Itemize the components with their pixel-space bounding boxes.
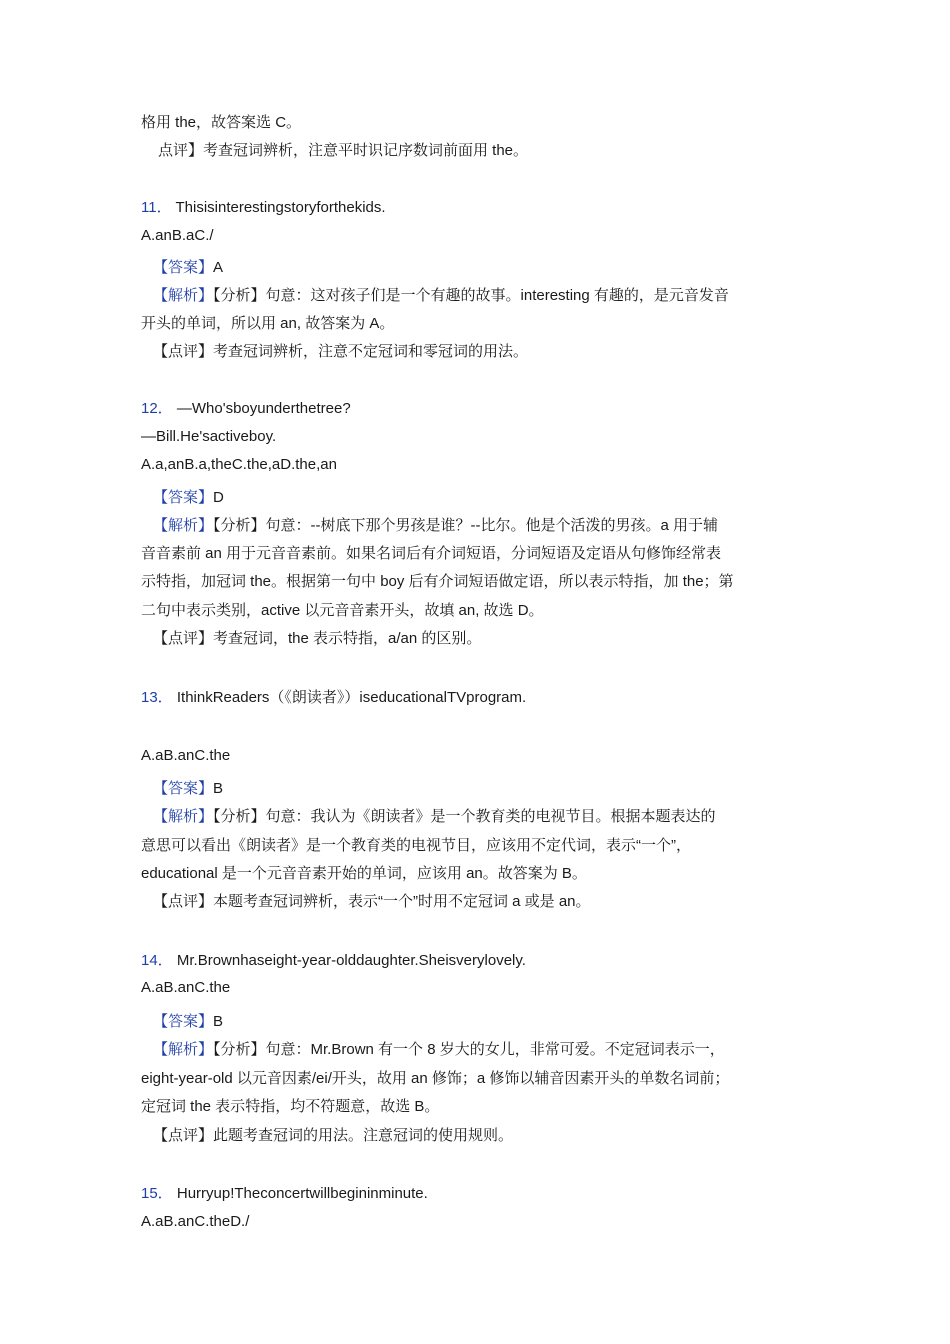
question-12-answer [153, 488, 224, 508]
answer-value: D [213, 489, 224, 506]
question-number: 12． [141, 400, 173, 417]
question-11-answer [153, 258, 223, 278]
analysis-text: 示特指，加冠词 the。根据第一句中 boy 后有介词短语做定语，所以表示特指，加 the；第 [141, 573, 734, 590]
question-stem: —Who'sboyunderthetree? [176, 400, 351, 417]
question-15-options: A.aB.anC.theD./ [141, 1213, 250, 1230]
answer-tag: 【答案】 [153, 1013, 214, 1030]
answer-value: B [213, 780, 224, 797]
question-15 [141, 1184, 428, 1204]
question-stem: Hurryup!Theconcertwillbegininminute. [176, 1185, 428, 1202]
question-number: 15． [141, 1185, 173, 1202]
question-13-review: 【点评】本题考查冠词辨析，表示“一个”时用不定冠词 a 或是 an。 [153, 893, 591, 910]
analysis-text: 二句中表示类别，active 以元音音素开头，故填 an, 故选 D。 [141, 602, 544, 619]
analysis-text: 定冠词 the 表示特指，均不符题意，故选 B。 [141, 1098, 440, 1115]
question-14-analysis [153, 1040, 725, 1060]
question-12-analysis [153, 516, 718, 536]
question-13 [141, 688, 526, 708]
question-11-options: A.anB.aC./ [141, 227, 214, 244]
analysis-text: 【分析】句意：这对孩子们是一个有趣的故事。interesting 有趣的，是元音发音 [213, 287, 729, 304]
answer-tag: 【答案】 [153, 780, 214, 797]
jiexi-tag: 【解析】 [153, 517, 214, 534]
question-stem: Thisisinterestingstoryforthekids. [175, 199, 386, 216]
question-14-answer [153, 1012, 223, 1032]
answer-tag: 【答案】 [153, 489, 214, 506]
question-number: 13． [141, 689, 173, 706]
prev-answer-tail: 格用 the，故答案选 C。 [141, 114, 302, 131]
analysis-text: 【分析】句意：Mr.Brown 有一个 8 岁大的女儿，非常可爱。不定冠词表示一， [213, 1041, 725, 1058]
prev-review: 点评】考查冠词辨析，注意平时识记序数词前面用 the。 [158, 142, 529, 159]
analysis-text: eight-year-old 以元音因素/ei/开头，故用 an 修饰；a 修饰以辅音因素开头的单数名词前； [141, 1070, 730, 1087]
question-number: 11． [141, 199, 172, 216]
answer-value: A [213, 259, 224, 276]
analysis-text: 【分析】句意：--树底下那个男孩是谁？--比尔。他是个活泼的男孩。a 用于辅 [213, 517, 719, 534]
question-12 [141, 399, 351, 419]
answer-value: B [213, 1013, 224, 1030]
analysis-text: 开头的单词，所以用 an, 故答案为 A。 [141, 315, 395, 332]
question-13-answer [153, 779, 223, 799]
question-11-analysis [153, 286, 729, 306]
question-14 [141, 951, 526, 971]
jiexi-tag: 【解析】 [153, 808, 214, 825]
question-14-review: 【点评】此题考查冠词的用法。注意冠词的使用规则。 [153, 1127, 514, 1144]
question-number: 14． [141, 952, 173, 969]
analysis-text: 音音素前 an 用于元音音素前。如果名词后有介词短语，分词短语及定语从句修饰经常表 [141, 545, 722, 562]
analysis-text: 【分析】句意：我认为《朗读者》是一个教育类的电视节目。根据本题表达的 [213, 808, 716, 825]
jiexi-tag: 【解析】 [153, 1041, 214, 1058]
analysis-text: 意思可以看出《朗读者》是一个教育类的电视节目，应该用不定代词，表示“一个”， [141, 837, 691, 854]
question-stem: Mr.Brownhaseight-year-olddaughter.Sheisverylovely. [176, 952, 526, 969]
question-12-stem-2: —Bill.He'sactiveboy. [141, 428, 277, 445]
question-11 [141, 198, 386, 218]
analysis-text: educational 是一个元音音素开始的单词，应该用 an。故答案为 B。 [141, 865, 587, 882]
jiexi-tag: 【解析】 [153, 287, 214, 304]
question-11-review: 【点评】考查冠词辨析，注意不定冠词和零冠词的用法。 [153, 343, 529, 360]
question-stem: IthinkReaders（《朗读者》）iseducationalTVprogram. [176, 689, 527, 706]
question-13-options: A.aB.anC.the [141, 747, 231, 764]
question-13-analysis [153, 807, 716, 827]
question-14-options: A.aB.anC.the [141, 979, 231, 996]
answer-tag: 【答案】 [153, 259, 214, 276]
question-12-options: A.a,anB.a,theC.the,aD.the,an [141, 456, 337, 473]
question-12-review: 【点评】考查冠词，the 表示特指，a/an 的区别。 [153, 630, 482, 647]
